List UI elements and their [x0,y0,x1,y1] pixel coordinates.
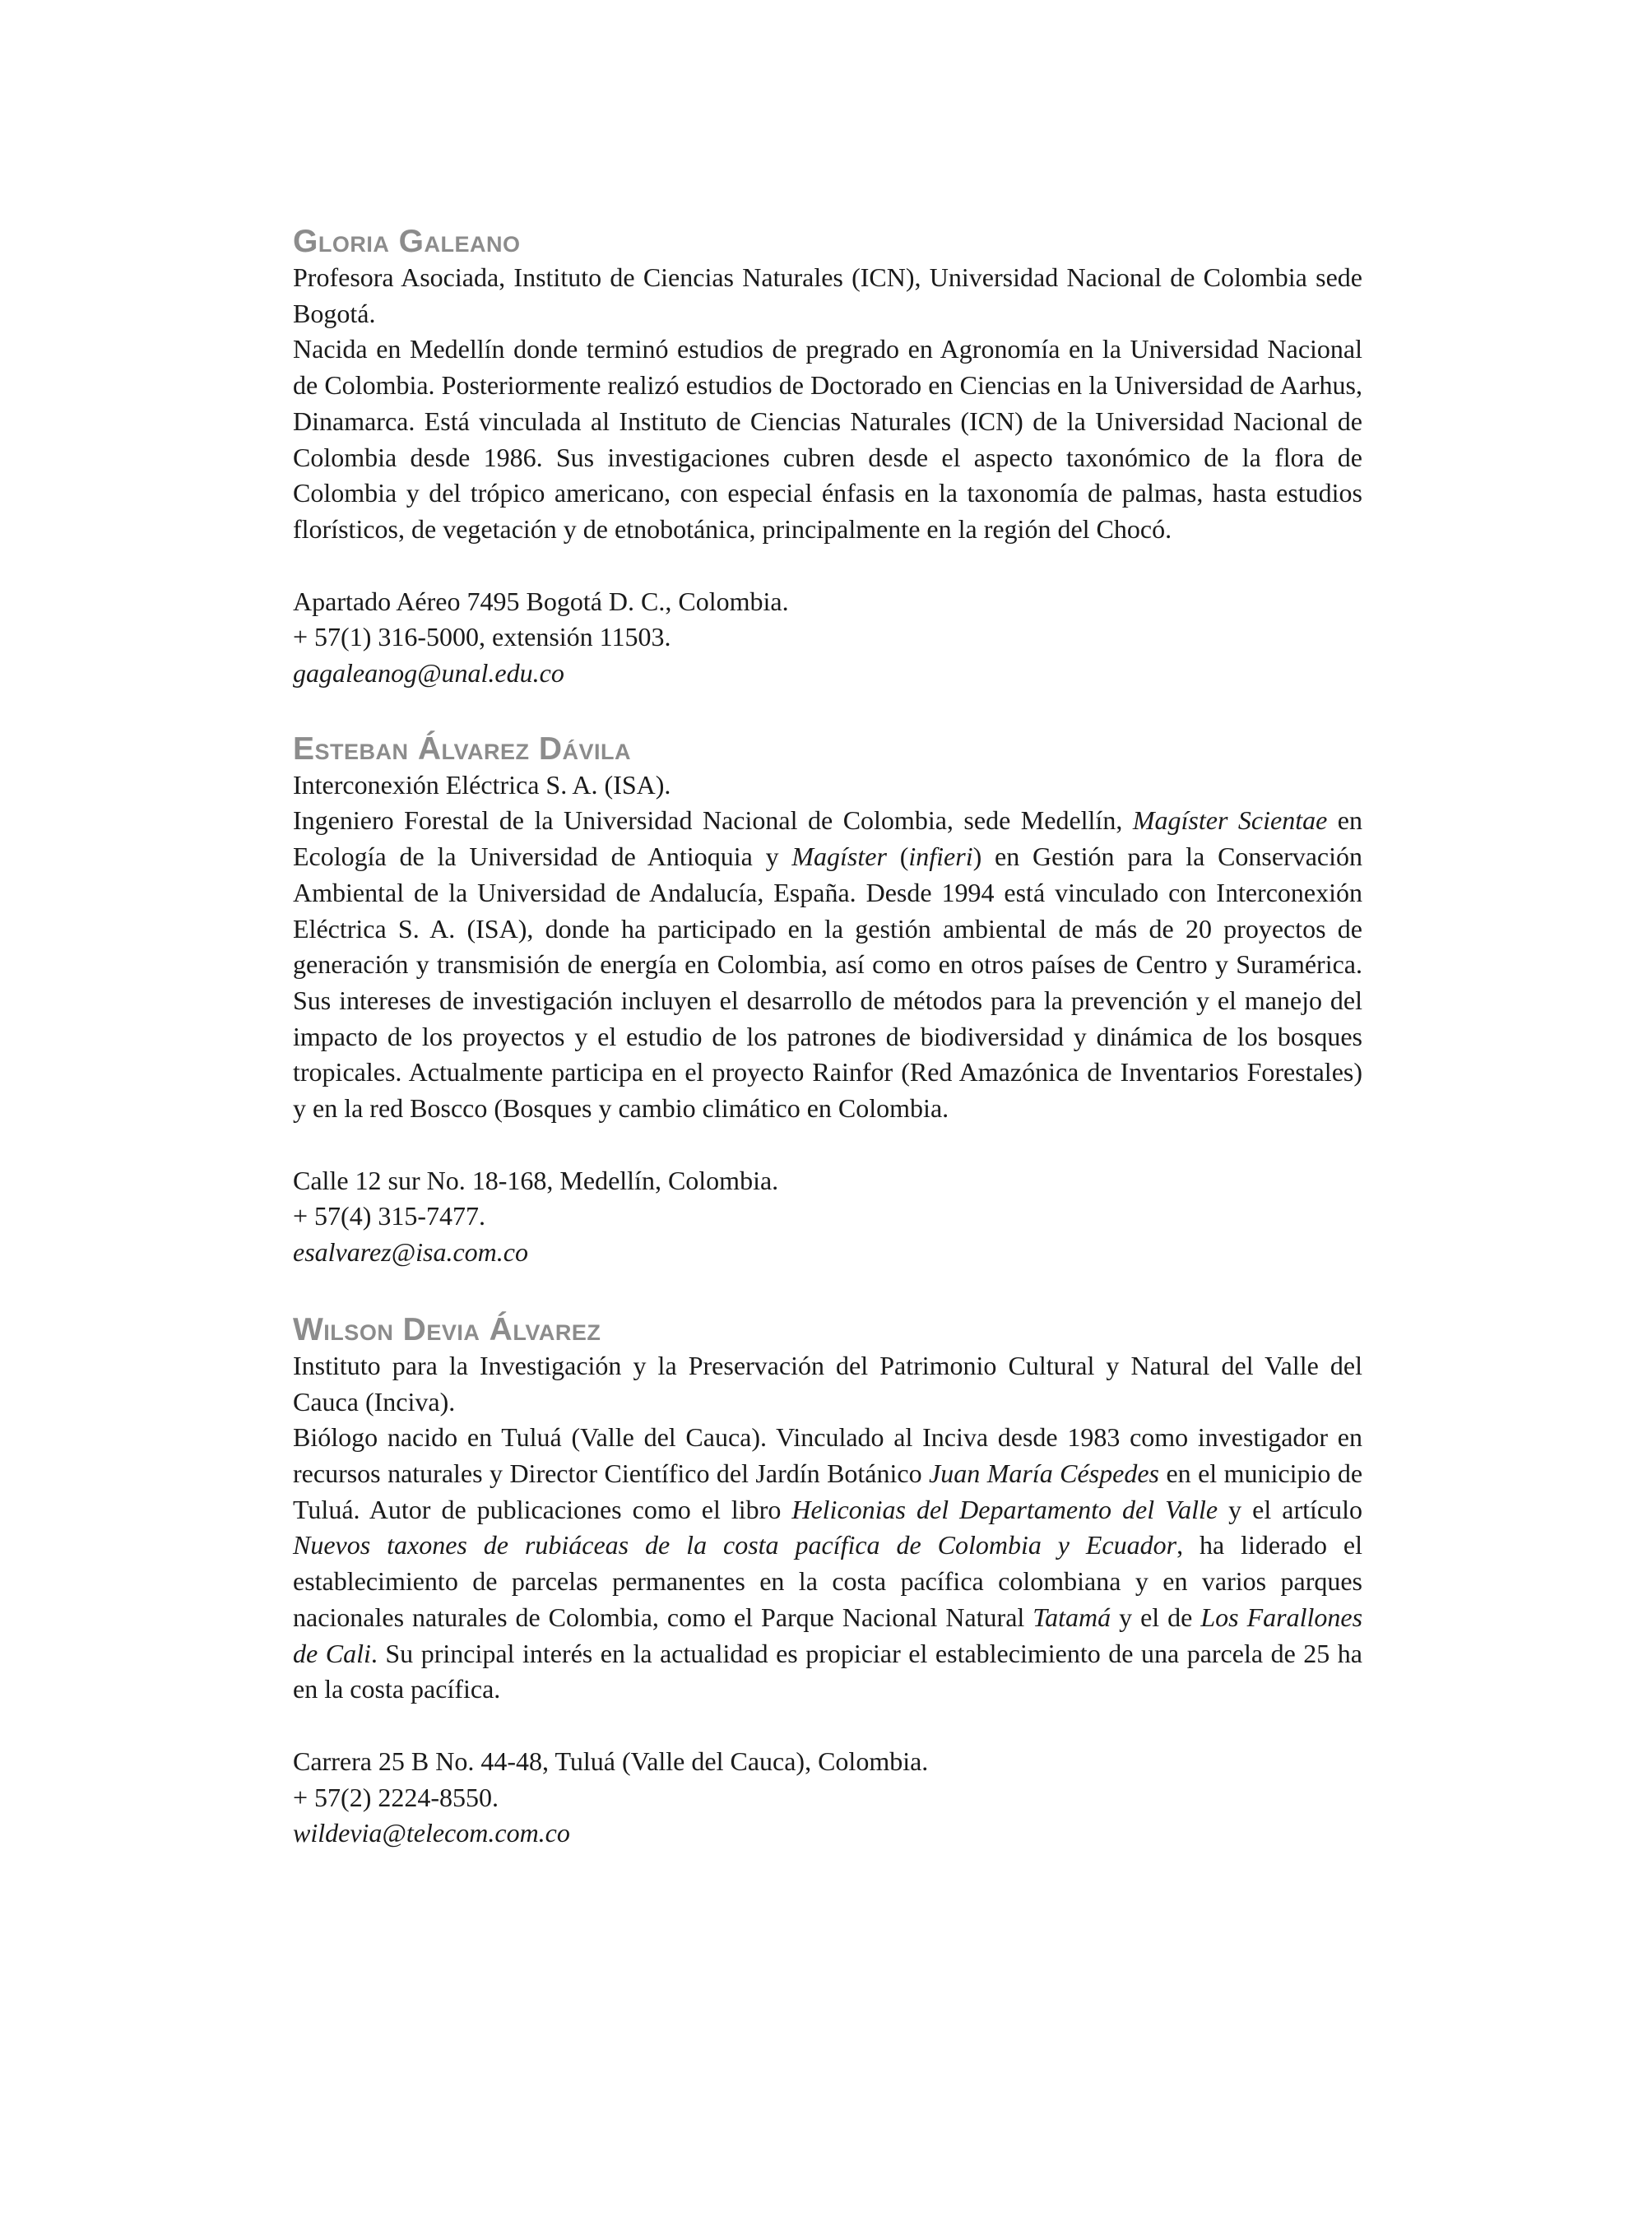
author-entry [293,731,1362,1271]
author-entry [293,1312,1362,1852]
bio-text: y el de [1111,1602,1201,1632]
bio-text: en el municipio de Tuluá. Autor de publicaciones como el libro [293,1458,1363,1524]
author-email[interactable]: esalvarez@isa.com.co [293,1237,528,1268]
bio-text: , ha liderado el establecimiento de parcelas permanentes en la costa pacífica colombiana y en varios parques nacionales naturales de Colombia, como el Parque Nacional Natural [293,1530,1363,1632]
bio-text: Biólogo nacido en Tuluá (Valle del Cauca). Vinculado al Inciva desde 1983 como investigador en recursos naturales y Director Científico del Jardín Botánico [293,1422,1362,1488]
author-address: Calle 12 sur No. 18-168, Medellín, Colombia. [293,1165,779,1195]
author-address: Apartado Aéreo 7495 Bogotá D. C., Colombia. [293,586,789,616]
bio-italic-text: Magíster [791,842,887,872]
author-entry [293,224,1362,692]
author-bio [293,803,1362,1126]
bio-text: Ingeniero Forestal de la Universidad Nacional de Colombia, sede Medellín, [293,805,1133,836]
bio-italic-text: Nuevos taxones de rubiáceas de la costa pacífica de Colombia y Ecuador [293,1530,1177,1560]
author-affiliation: Interconexión Eléctrica S. A. (ISA). [293,769,671,800]
bio-text: ( [886,842,909,872]
bio-italic-text: Juan María Céspedes [929,1458,1159,1488]
author-bio: Nacida en Medellín donde terminó estudios de pregrado en Agronomía en la Universidad Nacional de Colombia. Posteriormente realizó estudios de Doctorado en Ciencias en la Universidad de Aarhus, Dinamarca. Está vinculada al Instituto de Ciencias Naturales (ICN) de la Universidad Nacional de Colombia desde 1986. Sus investigaciones cubren desde el aspecto taxonómico de la flora de Colombia y del trópico americano, con especial énfasis en la taxonomía de palmas, hasta estudios florísticos, de vegetación y de etnobotánica, principalmente en la región del Chocó. [293,334,1362,544]
contact-block [293,584,1362,692]
author-affiliation: Profesora Asociada, Instituto de Ciencias Naturales (ICN), Universidad Nacional de Colombia sede Bogotá. [293,262,1362,328]
author-email[interactable]: gagaleanog@unal.edu.co [293,658,564,689]
author-address: Carrera 25 B No. 44-48, Tuluá (Valle del Cauca), Colombia. [293,1746,929,1776]
bio-text: en Ecología de la Universidad de Antioquia y [293,805,1363,872]
bio-text: y el artículo [1218,1494,1363,1524]
author-phone: + 57(2) 2224-8550. [293,1782,499,1812]
author-name: Wilson Devia Álvarez [293,1311,601,1347]
bio-italic-text: Heliconias del Departamento del Valle [791,1494,1218,1524]
contact-block [293,1163,1362,1271]
author-affiliation: Instituto para la Investigación y la Preservación del Patrimonio Cultural y Natural del Valle del Cauca (Inciva). [293,1350,1362,1417]
bio-text: . Su principal interés en la actualidad es propiciar el establecimiento de una parcela de 25 ha en la costa pacífica. [293,1638,1363,1704]
bio-text: ) en Gestión para la Conservación Ambiental de la Universidad de Andalucía, España. Desde 1994 está vinculado con Interconexión Eléctrica S. A. (ISA), donde ha participado en la gestión ambiental de más de 20 proyectos de generación y transmisión de energía en Colombia, así como en otros países de Centro y Suramérica. Sus intereses de investigación incluyen el desarrollo de métodos para la prevención y el manejo del impacto de los proyectos y el estudio de los patrones de biodiversidad y dinámica de los bosques tropicales. Actualmente participa en el proyecto Rainfor (Red Amazónica de Inventarios Forestales) y en la red Boscco (Bosques y cambio climático en Colombia. [293,842,1363,1124]
author-name: Gloria Galeano [293,224,521,259]
bio-italic-text: Tatamá [1032,1602,1111,1632]
author-bio [293,1420,1362,1708]
bio-italic-text: infieri [908,842,973,872]
bio-italic-text: Magíster Scientae [1132,805,1328,836]
author-email[interactable]: wildevia@telecom.com.co [293,1818,570,1848]
author-phone: + 57(4) 315-7477. [293,1201,486,1231]
bio-italic-text: Los Farallones de Cali [293,1602,1363,1668]
page-content [293,224,1362,1852]
author-name: Esteban Álvarez Dávila [293,730,632,767]
author-phone: + 57(1) 316-5000, extensión 11503. [293,622,671,652]
contact-block [293,1744,1362,1852]
